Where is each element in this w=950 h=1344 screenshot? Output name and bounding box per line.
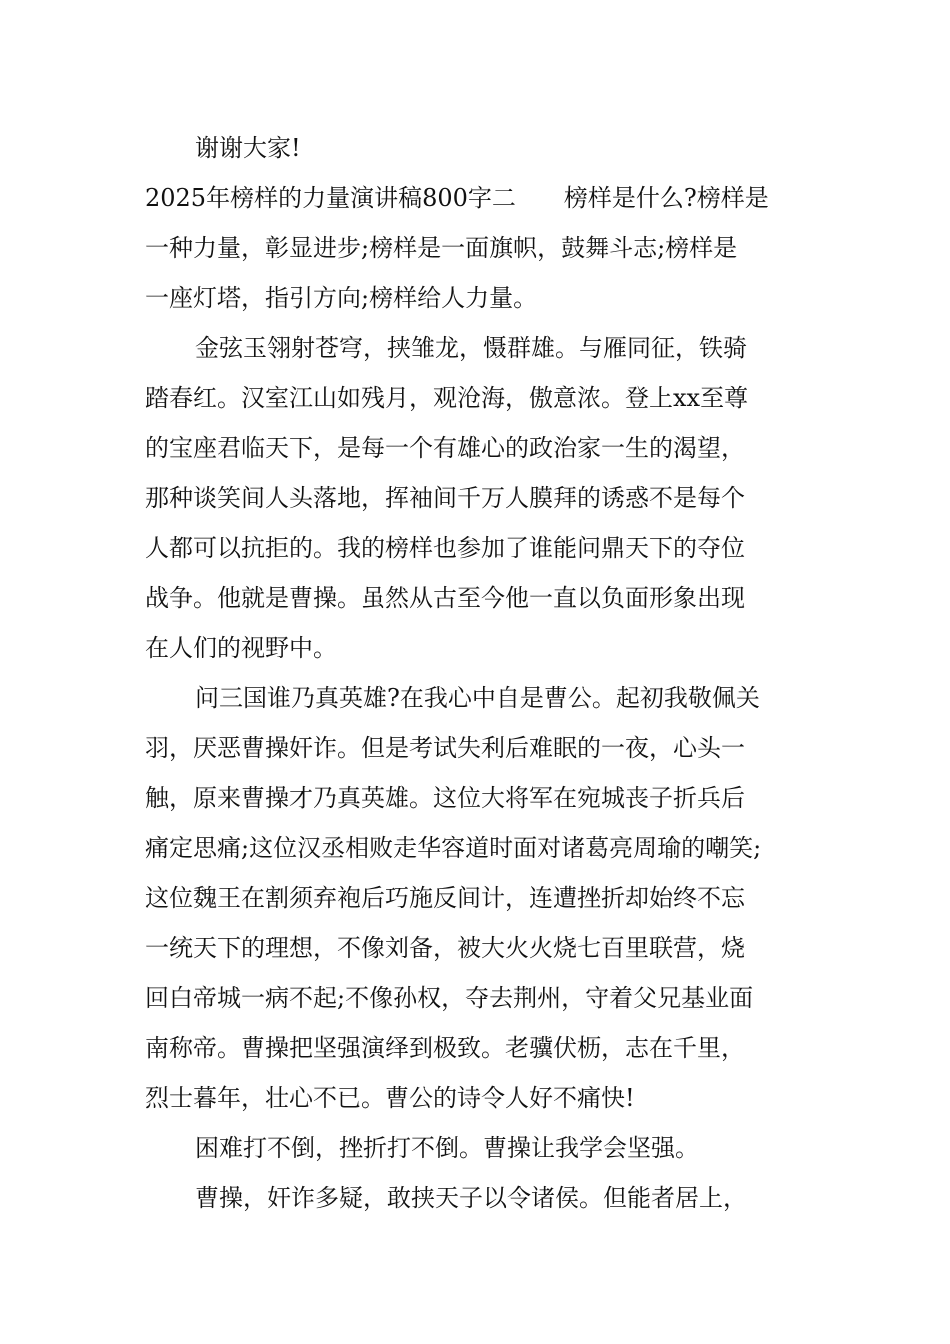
text-line: 触，原来曹操才乃真英雄。这位大将军在宛城丧子折兵后 — [145, 784, 745, 812]
text-line: 战争。他就是曹操。虽然从古至今他一直以负面形象出现 — [145, 584, 745, 612]
paragraph-start-line: 问三国谁乃真英雄?在我心中自是曹公。起初我敬佩关 — [195, 684, 760, 712]
text-line: 一统天下的理想，不像刘备，被大火火烧七百里联营，烧 — [145, 934, 745, 962]
closing-line: 谢谢大家! — [195, 134, 301, 162]
text-line: 踏春红。汉室江山如残月，观沧海，傲意浓。登上xx至尊 — [145, 384, 749, 412]
text-line: 羽，厌恶曹操奸诈。但是考试失利后难眠的一夜，心头一 — [145, 734, 745, 762]
paragraph-start-line: 金弦玉翎射苍穹，挟雏龙，慑群雄。与雁同征，铁骑 — [195, 334, 747, 362]
text-line: 痛定思痛;这位汉丞相败走华容道时面对诸葛亮周瑜的嘲笑; — [145, 834, 762, 862]
text-line: 一座灯塔，指引方向;榜样给人力量。 — [145, 284, 538, 312]
paragraph-start-line: 困难打不倒，挫折打不倒。曹操让我学会坚强。 — [195, 1134, 699, 1162]
text-line: 烈士暮年，壮心不已。曹公的诗令人好不痛快! — [145, 1084, 635, 1112]
section-title-line: 2025年榜样的力量演讲稿800字二 榜样是什么?榜样是 — [145, 184, 769, 212]
paragraph-start-line: 曹操，奸诈多疑，敢挟天子以令诸侯。但能者居上， — [195, 1184, 747, 1212]
text-line: 那种谈笑间人头落地，挥袖间千万人膜拜的诱惑不是每个 — [145, 484, 745, 512]
text-line: 回白帝城一病不起;不像孙权，夺去荆州，守着父兄基业面 — [145, 984, 754, 1012]
text-line: 一种力量，彰显进步;榜样是一面旗帜，鼓舞斗志;榜样是 — [145, 234, 738, 262]
text-line: 的宝座君临天下，是每一个有雄心的政治家一生的渴望， — [145, 434, 745, 462]
text-line: 这位魏王在割须弃袍后巧施反间计，连遭挫折却始终不忘 — [145, 884, 745, 912]
text-line: 南称帝。曹操把坚强演绎到极致。老骥伏枥，志在千里， — [145, 1034, 745, 1062]
text-line: 在人们的视野中。 — [145, 634, 337, 662]
text-line: 人都可以抗拒的。我的榜样也参加了谁能问鼎天下的夺位 — [145, 534, 745, 562]
